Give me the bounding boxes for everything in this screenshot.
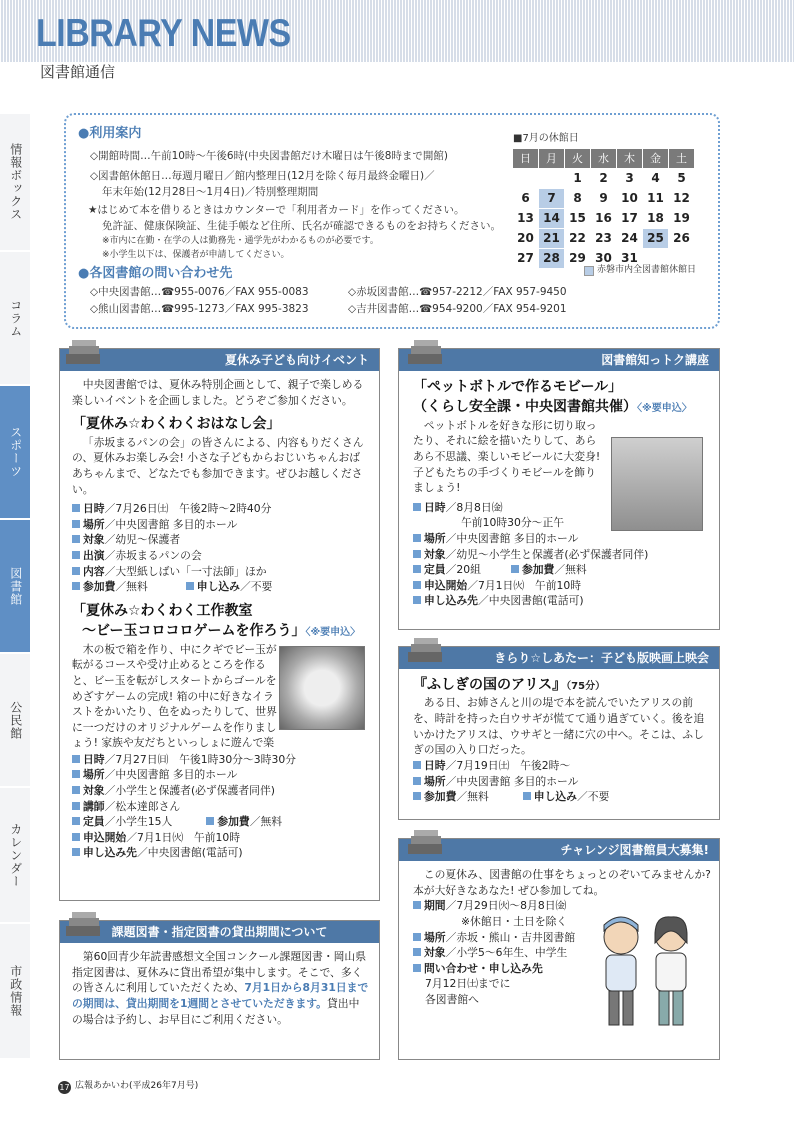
capacity-row: 定員／小学生15人 参加費／無料 — [72, 814, 369, 830]
tab-calendar[interactable]: カレンダー — [0, 786, 30, 922]
tab-community-hall[interactable]: 公民館 — [0, 652, 30, 786]
weekday-header: 金 — [643, 149, 669, 169]
calendar-day: 10 — [617, 189, 643, 209]
calendar-day — [539, 169, 565, 189]
contact-yoshii: ◇吉井図書館…☎954-9200／FAX 954-9201 — [348, 303, 567, 315]
footer-text: 広報あかいわ(平成26年7月号) — [75, 1081, 199, 1091]
tab-city-info[interactable]: 市政情報 — [0, 922, 30, 1058]
period-row: 期間／7月29日㈫～8月8日㈮ — [413, 898, 711, 914]
movie-desc: ある日、お姉さんと川の堤で本を読んでいたアリスの前を、時計を持った白ウサギが慌てて通り過ぎていく。後を追いかけたアリスは、ウサギと一緒に穴の中へ。そこは、ふしぎの国の入り口だった。 — [413, 696, 705, 757]
calendar-day: 26 — [669, 229, 695, 249]
id-line: 免許証、健康保険証、生徒手帳など住所、氏名が確認できるものをお持ちください。 — [102, 220, 501, 232]
detail-row: 内容／大型紙しばい「一寸法師」ほか — [72, 564, 369, 580]
detail-row: 対象／小学生と保護者(必ず保護者同伴) — [72, 783, 369, 799]
note-line-1: ※市内に在勤・在学の人は勤務先・通学先がわかるものが必要です。 — [102, 236, 379, 246]
calendar-day: 28 — [539, 249, 565, 269]
detail-row: 申し込み先／中央図書館(電話可) — [72, 845, 369, 861]
storytime-desc: 「赤坂まるパンの会」の皆さんによる、内容もりだくさんの、夏休みお楽しみ会! 小さな子どもからおじいちゃんおばあちゃんまで、どなたでも参加できます。ぜひお越しください。 — [72, 435, 364, 496]
calendar-day: 25 — [643, 229, 669, 249]
books-icon — [64, 912, 104, 938]
calendar-day: 19 — [669, 209, 695, 229]
books-icon — [406, 638, 446, 664]
tab-column[interactable]: コラム — [0, 250, 30, 384]
detail-row: 日時／7月26日㈯ 午後2時～2時40分 — [72, 501, 369, 517]
weekday-header: 水 — [591, 149, 617, 169]
contact-kumayama: ◇熊山図書館…☎995-1273／FAX 995-3823 — [90, 303, 309, 315]
movie-title-row: 『ふしぎの国のアリス』（75分） — [413, 677, 606, 693]
tab-info-box[interactable]: 情報ボックス — [0, 112, 30, 250]
calendar-day: 3 — [617, 169, 643, 189]
detail-row: 申し込み先／中央図書館(電話可) — [413, 593, 711, 609]
detail-row: 講師／松本達郎さん — [72, 799, 369, 815]
contact-akasaka: ◇赤坂図書館…☎957-2212／FAX 957-9450 — [348, 286, 567, 298]
detail-row: 場所／中央図書館 多目的ホール — [413, 774, 711, 790]
detail-row: 日時／7月27日㈰ 午後1時30分～3時30分 — [72, 752, 369, 768]
calendar-day: 16 — [591, 209, 617, 229]
page-number: 17 — [59, 1083, 70, 1092]
calendar-day: 11 — [643, 189, 669, 209]
fee-row: 参加費／無料 申し込み／不要 — [72, 579, 369, 595]
detail-row: 対象／幼児～小学生と保護者(必ず保護者同伴) — [413, 547, 711, 563]
calendar-title: ■7月の休館日 — [513, 133, 579, 144]
calendar-day: 20 — [513, 229, 539, 249]
legend-swatch — [584, 266, 594, 276]
detail-row: 場所／中央図書館 多目的ホール — [72, 517, 369, 533]
calendar-day — [513, 169, 539, 189]
detail-row: 申込開始／7月1日㈫ 午前10時 — [413, 578, 711, 594]
calendar-day: 13 — [513, 209, 539, 229]
detail-row: 対象／小学5～6年生、中学生 — [413, 945, 711, 961]
deadline: 7月12日㈯までに — [425, 977, 511, 991]
tab-library[interactable]: 図書館 — [0, 518, 30, 652]
calendar-day: 14 — [539, 209, 565, 229]
calendar-day: 5 — [669, 169, 695, 189]
lecture-date: 日時／8月8日㈮ — [413, 500, 711, 516]
calendar-day: 24 — [617, 229, 643, 249]
detail-row: 場所／中央図書館 多目的ホール — [72, 767, 369, 783]
junior-librarian-section — [398, 838, 720, 1060]
closure-calendar — [512, 148, 695, 269]
closed-line: ◇図書館休館日…毎週月曜日／館内整理日(12月を除く毎月最終金曜日)／ — [90, 170, 435, 182]
section-bar: きらり☆しあたー：子ども版映画上映会 — [399, 647, 719, 669]
calendar-legend: 赤磐市内全図書館休館日 — [597, 265, 697, 275]
weekday-header: 木 — [617, 149, 643, 169]
junior-desc: この夏休み、図書館の仕事をちょっとのぞいてみませんか? 本が大好きなあなた! ぜひ参加してね。 — [413, 868, 711, 897]
note-line-2: ※小学生以下は、保護者が申請してください。 — [102, 250, 290, 260]
section-bar: チャレンジ図書館員大募集! — [399, 839, 719, 861]
calendar-day: 17 — [617, 209, 643, 229]
capacity-row: 定員／20組 参加費／無料 — [413, 562, 711, 578]
craft-title: 「夏休み☆わくわく工作教室 — [72, 602, 253, 619]
contact-where: 各図書館へ — [425, 993, 479, 1007]
detail-row: 申込開始／7月1日㈫ 午前10時 — [72, 830, 369, 846]
detail-row: 対象／幼児～保護者 — [72, 532, 369, 548]
craft-desc: 木の板で箱を作り、中にクギでビー玉が転がるコースや受け止めるところを作ると、ビー玉を転がしスタートからゴールをめざすゲームの完成! 箱の中に好きなイラストをかいたり、色をぬったりして、世界に一つだけのオリジナルゲームを作りましょう! 家族や友だちといっしょに遊んで楽 — [72, 642, 277, 748]
craft-subtitle-row: ～ビー玉コロコロゲームを作ろう」〈※要申込〉 — [82, 623, 361, 640]
books-icon — [406, 340, 446, 366]
weekday-header: 月 — [539, 149, 565, 169]
library-lecture-section — [398, 348, 720, 630]
calendar-day: 21 — [539, 229, 565, 249]
card-line: ★はじめて本を借りるときはカウンターで「利用者カード」を作ってください。 — [88, 204, 465, 216]
contact-label: 問い合わせ・申し込み先 — [413, 961, 711, 977]
contact-central: ◇中央図書館…☎955-0076／FAX 955-0083 — [90, 286, 309, 298]
loan-text: 第60回青少年読書感想文全国コンクール課題図書・岡山県指定図書は、夏休みに貸出希望が集中します。そこで、多くの皆さんに利用していただくため、7月1日から8月31日までの期間は、貸出期間を1週間とさせていただきます。貸出中の場合は予約し、お早目にご利用ください。 — [72, 950, 369, 1026]
calendar-day: 23 — [591, 229, 617, 249]
calendar-day: 4 — [643, 169, 669, 189]
children-illustration — [591, 907, 703, 1031]
movie-screening-section — [398, 646, 720, 820]
books-icon — [64, 340, 104, 366]
lecture-time: 午前10時30分～正午 — [461, 516, 565, 530]
calendar-day: 2 — [591, 169, 617, 189]
intro: 中央図書館では、夏休み特別企画として、親子で楽しめる楽しいイベントを企画しました。どうぞご参加ください。 — [72, 378, 364, 407]
calendar-day: 7 — [539, 189, 565, 209]
storytime-title: 「夏休み☆わくわくおはなし会」 — [72, 416, 281, 433]
summer-kids-event-section — [59, 348, 380, 901]
lecture-cohost-row: （くらし安全課・中央図書館共催）〈※要申込〉 — [413, 399, 692, 416]
usage-heading: ●利用案内 — [78, 126, 142, 141]
detail-row: 場所／中央図書館 多目的ホール — [413, 531, 711, 547]
lecture-title: 「ペットボトルで作るモビール」 — [413, 379, 623, 395]
books-icon — [406, 830, 446, 856]
lecture-desc: ペットボトルを好きな形に切り取ったり、それに絵を描いたりして、あらあら不思議、楽しいモビールに大変身! 子どもたちの手づくりモビールを飾りましょう! — [413, 418, 601, 495]
calendar-day: 27 — [513, 249, 539, 269]
period-note: ※休館日・土日を除く — [461, 914, 568, 928]
calendar-day: 6 — [513, 189, 539, 209]
detail-row: 出演／赤坂まるパンの会 — [72, 548, 369, 564]
calendar-day: 9 — [591, 189, 617, 209]
calendar-day: 1 — [565, 169, 591, 189]
weekday-header: 火 — [565, 149, 591, 169]
loan-period-section — [59, 920, 380, 1060]
fee-row: 参加費／無料 申し込み／不要 — [413, 789, 711, 805]
calendar-day: 29 — [565, 249, 591, 269]
section-bar: 夏休み子ども向けイベント — [60, 349, 379, 371]
contact-heading: ●各図書館の問い合わせ先 — [78, 266, 233, 281]
calendar-day: 8 — [565, 189, 591, 209]
tab-sports[interactable]: スポーツ — [0, 384, 30, 518]
detail-row: 場所／赤坂・熊山・吉井図書館 — [413, 930, 711, 946]
weekday-header: 日 — [513, 149, 539, 169]
detail-row: 日時／7月19日㈯ 午後2時～ — [413, 758, 711, 774]
calendar-day: 31 — [617, 249, 643, 269]
calendar-day: 12 — [669, 189, 695, 209]
page-subtitle: 図書館通信 — [40, 63, 116, 81]
calendar-day: 15 — [565, 209, 591, 229]
mobile-photo — [611, 437, 703, 531]
section-bar: 図書館知っトク講座 — [399, 349, 719, 371]
marble-game-photo — [279, 646, 365, 730]
closed-line-2: 年末年始(12月28日～1月4日)／特別整理期間 — [102, 186, 319, 198]
page-title: LIBRARY NEWS — [36, 11, 291, 56]
calendar-day: 30 — [591, 249, 617, 269]
section-bar: 課題図書・指定図書の貸出期間について — [60, 921, 379, 943]
calendar-day: 18 — [643, 209, 669, 229]
calendar-day: 22 — [565, 229, 591, 249]
weekday-header: 土 — [669, 149, 695, 169]
hours-line: ◇開館時間…午前10時～午後6時(中央図書館だけ木曜日は午後8時まで開館) — [90, 150, 448, 162]
